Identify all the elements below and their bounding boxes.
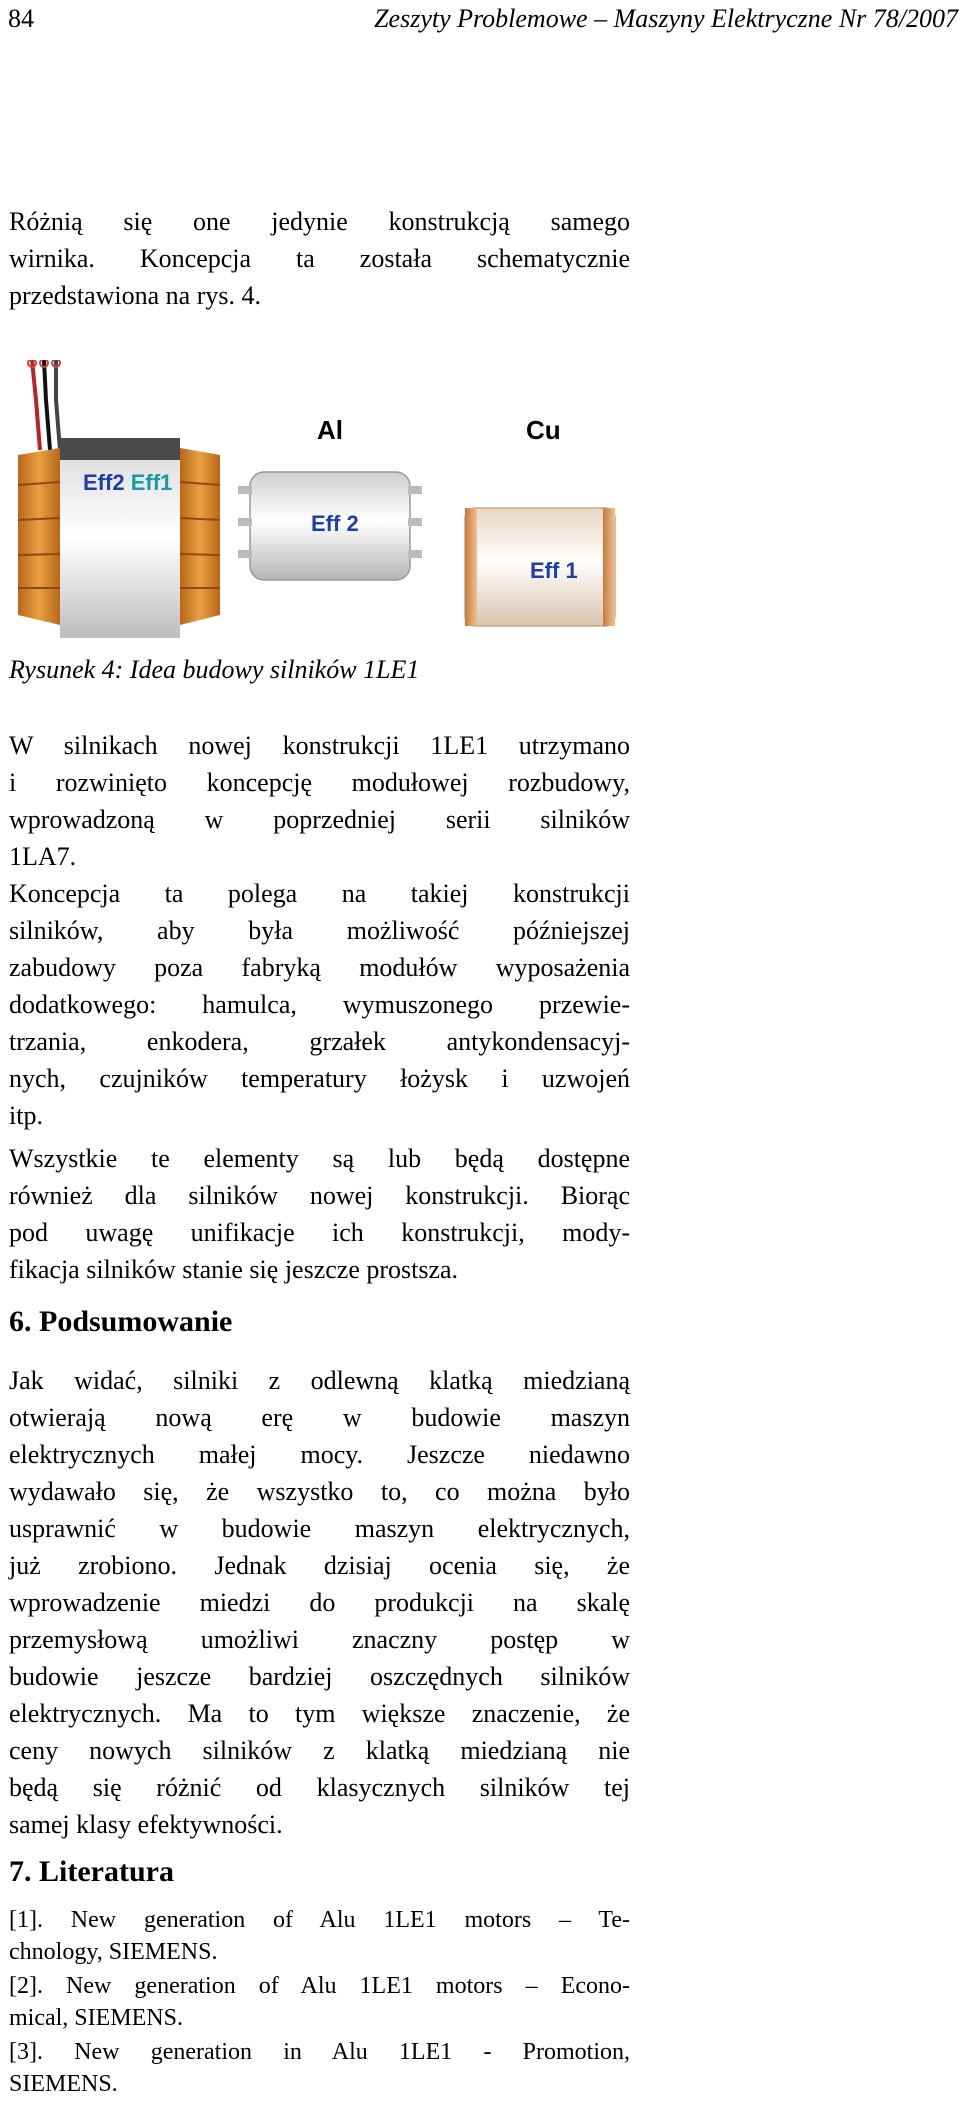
- reference-item: [9, 1904, 630, 1968]
- stator-right-windings: [180, 448, 220, 625]
- section-heading: 6. Podsumowanie: [9, 1305, 233, 1338]
- text-line: pod uwagę unifikacje ich konstrukcji, mody-: [9, 1218, 630, 1247]
- text-line: [1]. New generation of Alu 1LE1 motors – Te-: [9, 1907, 630, 1933]
- text-line: Wszystkie te elementy są lub będą dostępne: [9, 1144, 630, 1173]
- reference-item: [9, 1970, 630, 2034]
- text-line: będą się różnić od klasycznych silników tej: [9, 1773, 630, 1802]
- text-line: usprawnić w budowie maszyn elektrycznych,: [9, 1514, 630, 1543]
- text-line: dodatkowego: hamulca, wymuszonego przewie-: [9, 990, 630, 1019]
- text-line: zabudowy poza fabryką modułów wyposażenia: [9, 953, 630, 982]
- text-line: również dla silników nowej konstrukcji. Biorąc: [9, 1181, 630, 1210]
- stator-left-windings: [18, 448, 60, 625]
- text-line: i rozwinięto koncepcję modułowej rozbudowy,: [9, 768, 630, 797]
- label-stator-efficiency: [83, 470, 172, 496]
- text-line: elektrycznych małej mocy. Jeszcze niedawno: [9, 1440, 630, 1469]
- text-line: [3]. New generation in Alu 1LE1 - Promotion,: [9, 2039, 630, 2065]
- text-line: Koncepcja ta polega na takiej konstrukcji: [9, 879, 630, 908]
- text-line: SIEMENS.: [9, 2071, 118, 2097]
- stator-body: [60, 438, 180, 638]
- text-line: samej klasy efektywności.: [9, 1810, 283, 1839]
- text-line: przedstawiona na rys. 4.: [9, 281, 261, 310]
- text-line: ceny nowych silników z klatką miedzianą nie: [9, 1736, 630, 1765]
- text-line: nych, czujników temperatury łożysk i uzwojeń: [9, 1064, 630, 1093]
- text-line: już zrobiono. Jednak dzisiaj ocenia się, że: [9, 1551, 630, 1580]
- text-line: 1LA7.: [9, 842, 77, 871]
- text-line: mical, SIEMENS.: [9, 2005, 183, 2031]
- text-line: wydawało się, że wszystko to, co można było: [9, 1477, 630, 1506]
- label-eff2: Eff2: [83, 470, 125, 495]
- label-rotor-cu-eff: Eff 1: [530, 558, 578, 583]
- stator-top-band: [60, 438, 180, 460]
- text-line: silników, aby była możliwość późniejszej: [9, 916, 630, 945]
- text-line: [2]. New generation of Alu 1LE1 motors – Econo-: [9, 1973, 630, 1999]
- section-6-paragraph: [9, 1362, 630, 1843]
- text-line: W silnikach nowej konstrukcji 1LE1 utrzymano: [9, 731, 630, 760]
- intro-paragraph: [9, 203, 630, 314]
- text-line: wprowadzenie miedzi do produkcji na skalę: [9, 1588, 630, 1617]
- label-al: Al: [317, 415, 343, 445]
- text-line: wprowadzoną w poprzedniej serii silników: [9, 805, 630, 834]
- label-cu: Cu: [526, 415, 561, 445]
- figure-caption: Rysunek 4: Idea budowy silników 1LE1: [9, 655, 420, 684]
- section-heading: 7. Literatura: [9, 1855, 174, 1888]
- text-line: chnology, SIEMENS.: [9, 1939, 218, 1965]
- paragraph-3: [9, 1140, 630, 1288]
- lead-wires: [28, 360, 60, 450]
- text-line: elektrycznych. Ma to tym większe znaczenie, że: [9, 1699, 630, 1728]
- text-line: otwierają nową erę w budowie maszyn: [9, 1403, 630, 1432]
- text-line: itp.: [9, 1101, 43, 1130]
- page-number: 84: [8, 4, 34, 33]
- reference-item: [9, 2036, 630, 2100]
- text-line: trzania, enkodera, grzałek antykondensacyj-: [9, 1027, 630, 1056]
- motor-illustration: [10, 360, 630, 645]
- figure-motor-concept: [10, 360, 630, 645]
- paragraph-1: [9, 727, 630, 875]
- journal-title: Zeszyty Problemowe – Maszyny Elektryczne Nr 78/2007: [374, 4, 958, 33]
- label-eff1: Eff1: [130, 470, 173, 495]
- paragraph-2: [9, 875, 630, 1134]
- text-line: przemysłową umożliwi znaczny postęp w: [9, 1625, 630, 1654]
- page-header: [0, 0, 960, 60]
- label-rotor-al-eff: Eff 2: [311, 511, 359, 536]
- text-line: Różnią się one jedynie konstrukcją samego: [9, 207, 630, 236]
- text-line: budowie jeszcze bardziej oszczędnych silników: [9, 1662, 630, 1691]
- text-line: Jak widać, silniki z odlewną klatką miedzianą: [9, 1366, 630, 1395]
- text-line: wirnika. Koncepcja ta została schematycznie: [9, 244, 630, 273]
- text-line: fikacja silników stanie się jeszcze prostsza.: [9, 1255, 459, 1284]
